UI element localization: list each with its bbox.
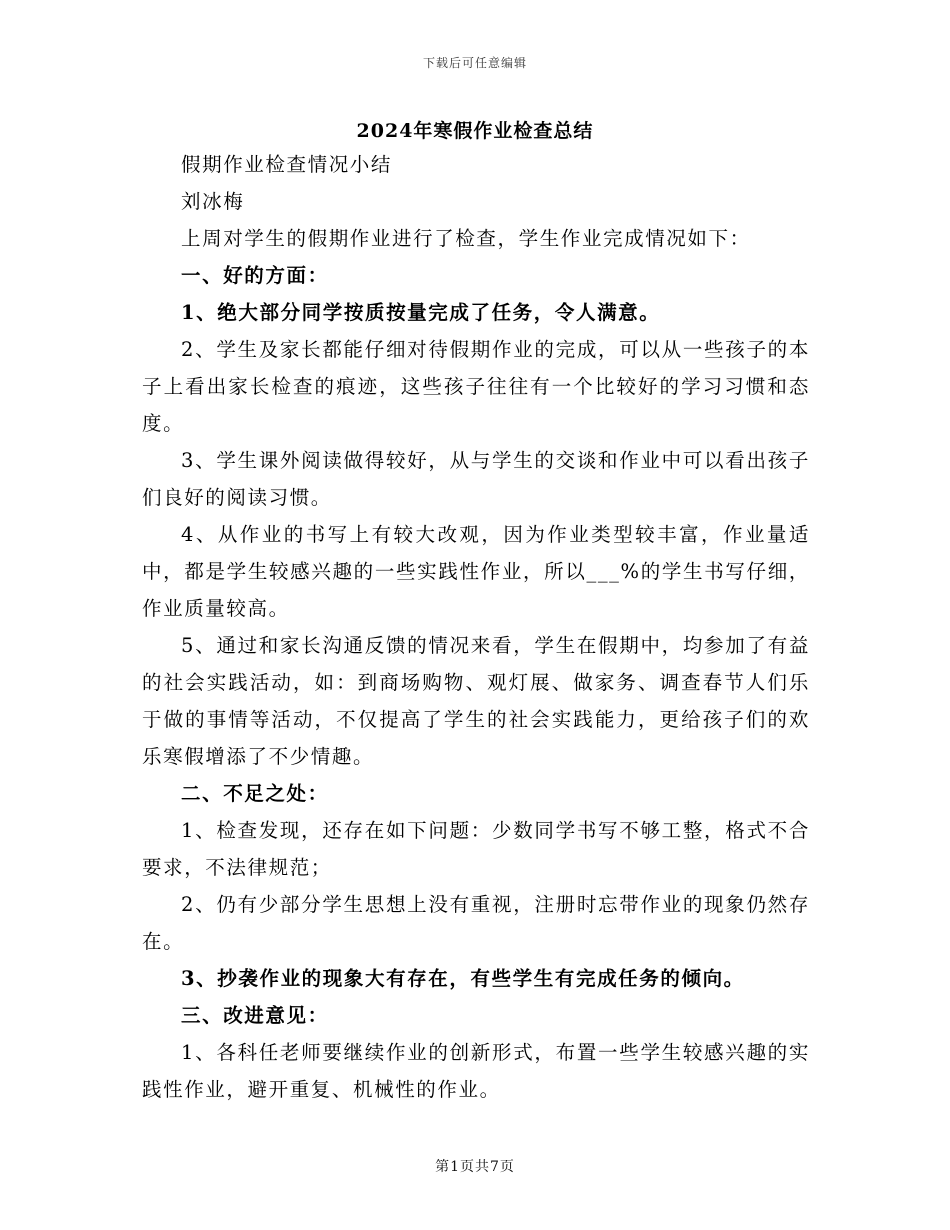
paragraph-shortcoming-2: 2、仍有少部分学生思想上没有重视，注册时忘带作业的现象仍然存在。 (142, 893, 810, 953)
header-note: 下载后可任意编辑 (422, 56, 527, 70)
section-heading-shortcomings: 二、不足之处： (181, 782, 329, 805)
section-heading-good: 一、好的方面： (181, 264, 329, 287)
paragraph-good-5: 5、通过和家长沟通反馈的情况来看，学生在假期中，均参加了有益的社会实践活动，如：到商场购物、观灯展、做家务、调查春节人们乐于做的事情等活动，不仅提高了学生的社会实践能力，更给孩子们的欢乐寒假增添了不少情趣。 (142, 634, 810, 768)
paragraph-subtitle: 假期作业检查情况小结 (181, 153, 393, 176)
paragraph-good-4: 4、从作业的书写上有较大改观，因为作业类型较丰富，作业量适中，都是学生较感兴趣的一些实践性作业，所以___%的学生书写仔细，作业质量较高。 (142, 523, 810, 620)
document-body (142, 146, 810, 1108)
paragraph-intro: 上周对学生的假期作业进行了检查，学生作业完成情况如下： (181, 227, 751, 250)
document-title: 2024年寒假作业检查总结 (356, 120, 594, 142)
page-number-footer: 第1页共7页 (435, 1159, 515, 1175)
paragraph-shortcoming-1: 1、检查发现，还存在如下问题：少数同学书写不够工整，格式不合要求，不法律规范； (142, 819, 810, 879)
paragraph-improvement-1: 1、各科任老师要继续作业的创新形式，布置一些学生较感兴趣的实践性作业，避开重复、机械性的作业。 (142, 1041, 810, 1101)
paragraph-good-2: 2、学生及家长都能仔细对待假期作业的完成，可以从一些孩子的本子上看出家长检查的痕迹，这些孩子往往有一个比较好的学习习惯和态度。 (142, 338, 810, 435)
paragraph-author: 刘冰梅 (181, 190, 245, 213)
paragraph-shortcoming-3: 3、抄袭作业的现象大有存在，有些学生有完成任务的倾向。 (181, 967, 745, 990)
section-heading-improvements: 三、改进意见： (181, 1004, 329, 1027)
paragraph-good-1: 1、绝大部分同学按质按量完成了任务，令人满意。 (181, 301, 661, 324)
paragraph-good-3: 3、学生课外阅读做得较好，从与学生的交谈和作业中可以看出孩子们良好的阅读习惯。 (142, 449, 810, 509)
